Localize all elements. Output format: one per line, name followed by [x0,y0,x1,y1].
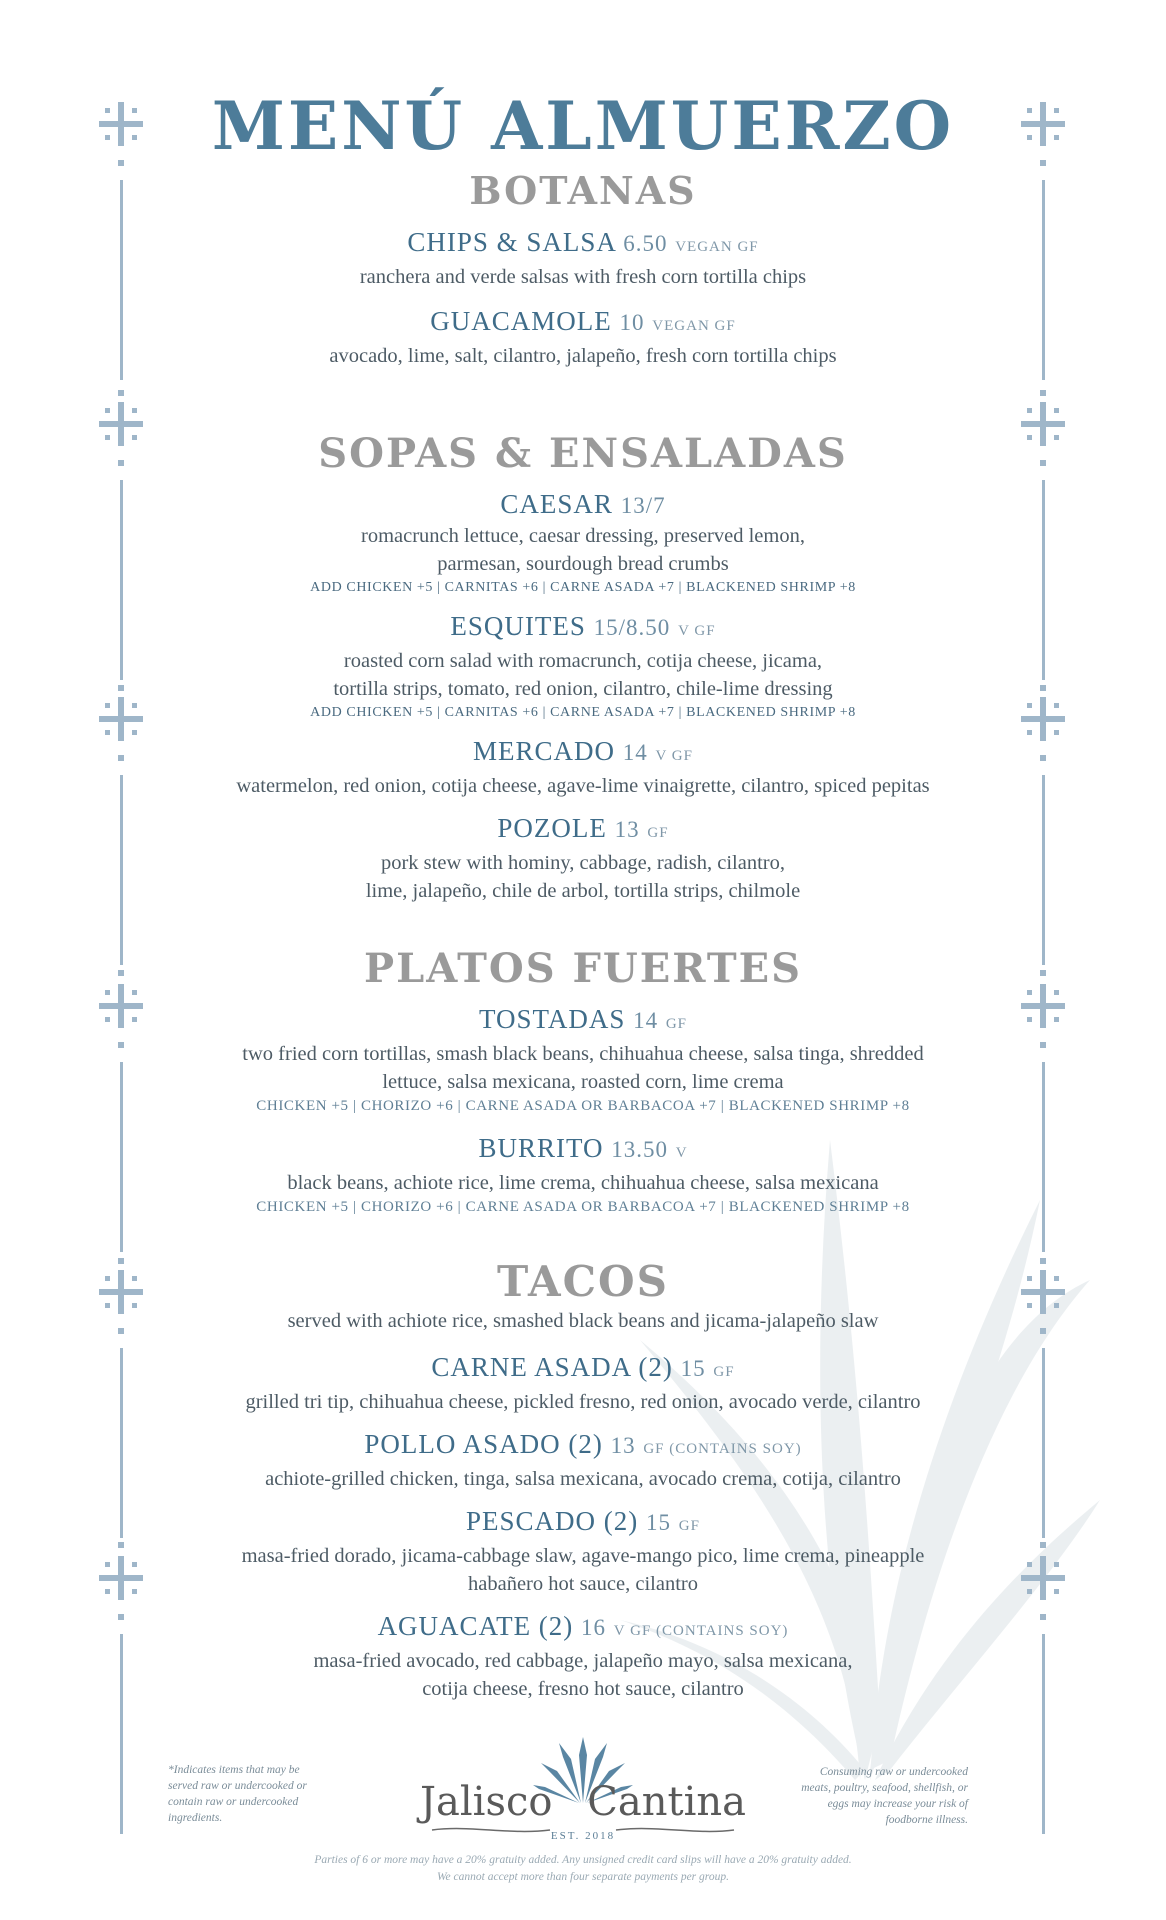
item-price: 15/8.50 [593,615,671,640]
border-dot [118,685,124,691]
border-rule [1042,1062,1045,1252]
cross-ornament-icon [1019,400,1067,448]
border-dot [1040,390,1046,396]
section-heading-tacos: TACOS [497,1257,669,1306]
item-name: PESCADO (2) [466,1506,639,1536]
item-name: POLLO ASADO (2) [364,1429,603,1459]
right-border [1014,90,1074,1840]
logo-established: EST. 2018 [550,1830,616,1842]
page-title: MENÚ ALMUERZO [211,87,955,165]
border-dot [1040,460,1046,466]
item-price: 10 [619,310,645,335]
border-rule [1042,1348,1045,1538]
border-rule [1042,480,1045,680]
item-name: CAESAR [500,489,613,519]
item-description: cotija cheese, fresno hot sauce, cilantro [422,1678,744,1700]
border-dot [118,1542,124,1548]
item-description: parmesan, sourdough bread crumbs [437,553,729,575]
item-description: romacrunch lettuce, caesar dressing, preserved lemon, [361,525,805,547]
item-description: avocado, lime, salt, cilantro, jalapeño, fresh corn tortilla chips [329,345,837,367]
border-dot [1040,1614,1046,1620]
border-dot [1040,1328,1046,1334]
border-dot [118,755,124,761]
menu-item [180,1505,986,1598]
gratuity-disclaimer [180,1852,986,1886]
item-tags: V [675,1145,688,1161]
item-price: 14 [633,1008,659,1033]
cross-ornament-icon [97,1554,145,1602]
item-description: ranchera and verde salsas with fresh corn tortilla chips [359,266,807,288]
item-addons: CHICKEN +5 | CHORIZO +6 | CARNE ASADA OR BARBACOA +7 | BLACKENED SHRIMP +8 [256,1199,910,1215]
menu-item [180,488,986,598]
menu-item [180,610,986,723]
item-price: 13.50 [611,1137,668,1162]
item-tags: VEGAN GF [652,318,736,334]
menu-item [180,735,986,800]
item-tags: V GF [655,748,693,764]
item-description: masa-fried dorado, jicama-cabbage slaw, agave-mango pico, lime crema, pineapple [241,1545,925,1567]
item-tags: GF [678,1518,700,1534]
item-tags: GF [713,1364,735,1380]
section-heading-sopas: SOPAS & ENSALADAS [318,430,848,477]
item-name: ESQUITES [450,611,586,641]
item-description: black beans, achiote rice, lime crema, chihuahua cheese, salsa mexicana [287,1172,879,1194]
border-dot [118,460,124,466]
menu-item [180,812,986,905]
border-rule [120,1348,123,1538]
item-price: 15 [646,1510,672,1535]
item-description: watermelon, red onion, cotija cheese, agave-lime vinaigrette, cilantro, spiced pepitas [236,775,930,797]
item-price: 13/7 [620,493,666,518]
cross-ornament-icon [1019,100,1067,148]
menu-item [180,305,986,370]
item-description: roasted corn salad with romacrunch, cotija cheese, jicama, [343,650,823,672]
cross-ornament-icon [97,982,145,1030]
cross-ornament-icon [1019,1268,1067,1316]
item-description: pork stew with hominy, cabbage, radish, cilantro, [380,852,785,874]
item-description: lettuce, salsa mexicana, roasted corn, lime crema [382,1071,784,1093]
cross-ornament-icon [1019,1554,1067,1602]
item-description: habañero hot sauce, cilantro [468,1573,698,1595]
border-dot [118,1614,124,1620]
border-dot [1040,755,1046,761]
border-dot [118,970,124,976]
border-dot [118,1042,124,1048]
item-price: 13 [610,1433,636,1458]
border-rule [1042,180,1045,380]
border-rule [120,1062,123,1252]
foodborne-warning: Consuming raw or undercooked meats, poultry, seafood, shellfish, or eggs may increase your risk of foodborne illness. [801,1766,968,1826]
border-rule [1042,1634,1045,1834]
item-name: GUACAMOLE [430,306,612,336]
item-name: AGUACATE (2) [377,1611,574,1641]
border-dot [1040,1042,1046,1048]
border-rule [120,775,123,965]
section-subtitle: served with achiote rice, smashed black beans and jicama-jalapeño slaw [287,1310,879,1332]
border-dot [118,1258,124,1264]
menu-item [180,1610,986,1703]
item-name: CHIPS & SALSA [407,227,616,257]
item-tags: V GF [678,623,716,639]
cross-ornament-icon [97,100,145,148]
jalisco-cantina-logo [420,1735,746,1845]
disclaimer-line: Parties of 6 or more may have a 20% gratuity added. Any unsigned credit card slips will have a 20% gratuity added. [314,1854,852,1866]
item-price: 15 [680,1356,706,1381]
menu-item [180,1428,986,1493]
border-rule [1042,775,1045,965]
menu-item [180,1132,986,1217]
border-dot [118,160,124,166]
menu-item [180,226,986,291]
item-price: 16 [581,1615,607,1640]
menu-content [180,88,986,1703]
logo-text-left: Jalisco [420,1779,553,1825]
cross-ornament-icon [1019,695,1067,743]
border-rule [120,480,123,680]
item-tags: GF (CONTAINS SOY) [643,1441,802,1457]
section-heading-botanas: BOTANAS [469,168,697,213]
cross-ornament-icon [97,1268,145,1316]
border-rule [120,180,123,380]
border-dot [118,390,124,396]
item-tags: VEGAN GF [675,239,759,255]
border-dot [1040,1258,1046,1264]
item-description: achiote-grilled chicken, tinga, salsa mexicana, avocado crema, cotija, cilantro [265,1468,901,1490]
border-dot [1040,970,1046,976]
item-addons: ADD CHICKEN +5 | CARNITAS +6 | CARNE ASADA +7 | BLACKENED SHRIMP +8 [310,580,856,595]
cross-ornament-icon [1019,982,1067,1030]
item-addons: ADD CHICKEN +5 | CARNITAS +6 | CARNE ASADA +7 | BLACKENED SHRIMP +8 [310,705,856,720]
raw-items-note: *Indicates items that may be served raw or undercooked or contain raw or undercooked ingredients. [168,1764,307,1824]
item-addons: CHICKEN +5 | CHORIZO +6 | CARNE ASADA OR BARBACOA +7 | BLACKENED SHRIMP +8 [256,1098,910,1114]
section-heading-platos: PLATOS FUERTES [364,945,802,992]
cross-ornament-icon [97,695,145,743]
logo-text-right: Cantina [587,1779,746,1825]
cross-ornament-icon [97,400,145,448]
item-description: tortilla strips, tomato, red onion, cilantro, chile-lime dressing [333,678,833,700]
border-rule [120,1634,123,1834]
item-description: two fried corn tortillas, smash black beans, chihuahua cheese, salsa tinga, shredded [242,1043,924,1065]
item-name: POZOLE [497,813,607,843]
menu-item [180,1351,986,1416]
item-price: 14 [622,740,648,765]
item-name: TOSTADAS [478,1004,626,1034]
item-price: 6.50 [623,231,668,256]
item-tags: GF [647,825,669,841]
item-name: BURRITO [478,1133,604,1163]
disclaimer-line: We cannot accept more than four separate payments per group. [437,1871,729,1883]
item-name: CARNE ASADA (2) [431,1352,673,1382]
border-dot [1040,685,1046,691]
item-description: grilled tri tip, chihuahua cheese, pickled fresno, red onion, avocado verde, cilantro [245,1391,921,1413]
left-border [92,90,152,1840]
item-tags: GF [665,1016,688,1032]
item-tags: V GF (CONTAINS SOY) [613,1623,789,1639]
border-dot [1040,160,1046,166]
menu-item [180,1003,986,1116]
border-dot [1040,1542,1046,1548]
item-description: masa-fried avocado, red cabbage, jalapeño mayo, salsa mexicana, [313,1650,853,1672]
item-name: MERCADO [472,736,615,766]
item-description: lime, jalapeño, chile de arbol, tortilla strips, chilmole [365,880,801,902]
border-dot [118,1328,124,1334]
item-price: 13 [614,817,640,842]
